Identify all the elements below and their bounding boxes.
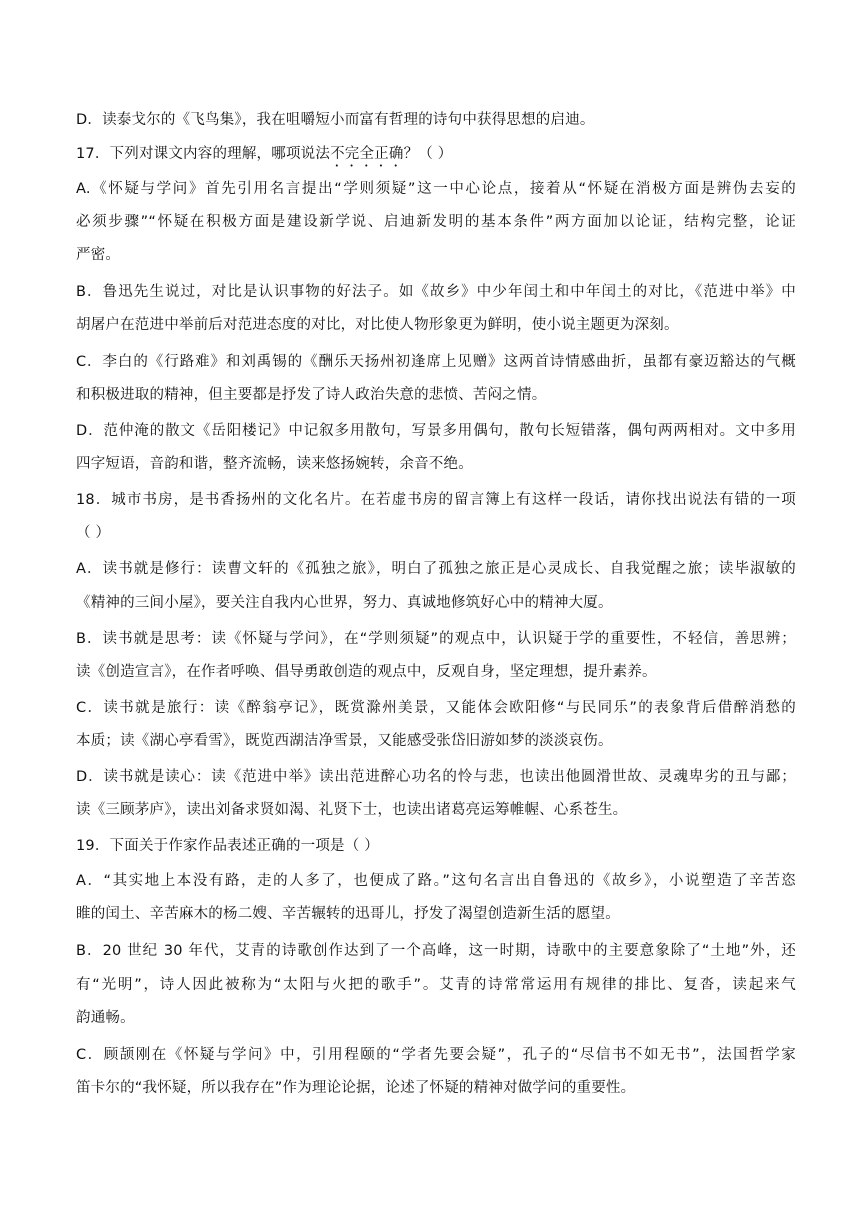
text-line: A．读书就是修行：读曹文轩的《孤独之旅》，明白了孤独之旅正是心灵成长、自我觉醒之旅；读毕淑敏的 — [76, 561, 796, 577]
text-line: C．读书就是旅行：读《醉翁亭记》，既赏滁州美景，又能体会欧阳修“与民同乐”的表象背后借醉消愁的 — [76, 700, 796, 716]
text-line: 笛卡尔的“我怀疑，所以我存在”作为理论论据，论述了怀疑的精神对做学问的重要性。 — [76, 1080, 636, 1096]
text-line: D．读泰戈尔的《飞鸟集》，我在咀嚼短小而富有哲理的诗句中获得思想的启迪。 — [76, 112, 595, 128]
text-line: 《精神的三间小屋》，要关注自我内心世界，努力、真诚地修筑好心中的精神大厦。 — [76, 595, 613, 611]
question-17-text-a: 17．下列对课文内容的理解，哪项说法 — [76, 146, 331, 162]
question-17-stem — [76, 144, 796, 170]
text-line: 韵通畅。 — [76, 1010, 135, 1026]
text-line: D．范仲淹的散文《岳阳楼记》中记叙多用散句，写景多用偶句，散句长短错落，偶句两两相对。文中多用 — [76, 423, 796, 439]
text-line: 严密。 — [76, 247, 121, 263]
emphasized-text: 不完全正确 — [330, 146, 404, 162]
answer-blank: （ ） — [76, 525, 111, 541]
text-line: A.《怀疑与学问》首先引用名言提出“学则须疑”这一中心论点，接着从“怀疑在消极方面是辨伪去妄的 — [76, 181, 796, 197]
question-17-text-b: ？（ ） — [403, 146, 453, 162]
text-line: C．顾颉刚在《怀疑与学问》中，引用程颐的“学者先要会疑”，孔子的“尽信书不如无书”，法国哲学家 — [76, 1047, 796, 1063]
text-line: 读《创造宣言》，在作者呼唤、倡导勇敢创造的观点中，反观自身，坚定理想，提升素养。 — [76, 664, 657, 680]
question-18-stem: 18．城市书房，是书香扬州的文化名片。在若虚书房的留言簿上有这样一段话，请你找出说法有错的一项 — [76, 492, 796, 508]
text-line: 四字短语，音韵和谐，整齐流畅，读来悠扬婉转，余音不绝。 — [76, 456, 473, 472]
text-line: B．20 世纪 30 年代，艾青的诗歌创作达到了一个高峰，这一时期，诗歌中的主要意象除了“土地”外，还 — [76, 943, 796, 959]
text-line: D．读书就是读心：读《范进中举》读出范进醉心功名的怜与悲，也读出他圆滑世故、灵魂卑劣的丑与鄙； — [76, 769, 796, 785]
text-line: 读《三顾茅庐》，读出刘备求贤如渴、礼贤下士，也读出诸葛亮运筹帷幄、心系苍生。 — [76, 802, 628, 818]
text-line: C．李白的《行路难》和刘禹锡的《酬乐天扬州初逢席上见赠》这两首诗情感曲折，虽都有豪迈豁达的气概 — [76, 354, 796, 370]
text-line: 胡屠户在范进中举前后对范进态度的对比，对比使人物形象更为鲜明，使小说主题更为深刻。 — [76, 317, 679, 333]
text-line: B．读书就是思考：读《怀疑与学问》，在“学则须疑”的观点中，认识疑于学的重要性，不轻信，善思辨； — [76, 631, 796, 647]
text-line: 本质；读《湖心亭看雪》，既览西湖洁净雪景，又能感受张岱旧游如梦的淡淡哀伤。 — [76, 733, 613, 749]
question-19-stem: 19．下面关于作家作品表述正确的一项是（ ） — [76, 838, 379, 854]
text-line: 和积极进取的精神，但主要都是抒发了诗人政治失意的悲愤、苦闷之情。 — [76, 387, 547, 403]
text-line: B．鲁迅先生说过，对比是认识事物的好法子。如《故乡》中少年闰土和中年闰土的对比，《范进中举》中 — [76, 284, 796, 300]
text-line: A．“其实地上本没有路，走的人多了，也便成了路。”这句名言出自鲁迅的《故乡》，小说塑造了辛苦恣 — [76, 873, 796, 889]
text-line: 必须步骤”“怀疑在积极方面是建设新学说、启迪新发明的基本条件”两方面加以论证，结构完整，论证 — [76, 214, 796, 230]
text-line: 有“光明”，诗人因此被称为“太阳与火把的歌手”。艾青的诗常常运用有规律的排比、复沓，读起来气 — [76, 977, 796, 993]
text-line: 睢的闰土、辛苦麻木的杨二嫂、辛苦辗转的迅哥儿，抒发了渴望创造新生活的愿望。 — [76, 906, 620, 922]
